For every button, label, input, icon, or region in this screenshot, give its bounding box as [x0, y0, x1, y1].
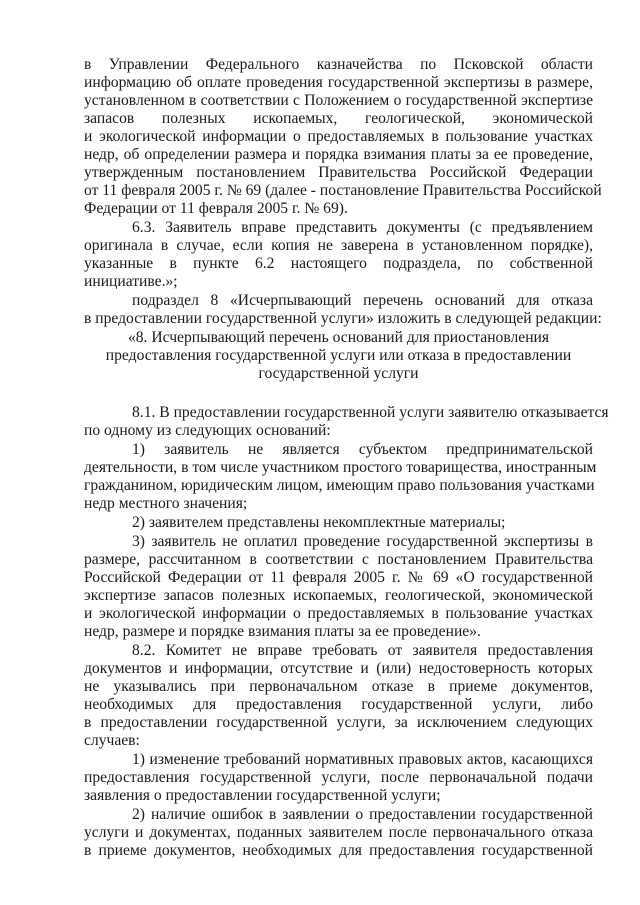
text-line: предоставления государственной услуги, после первоначальной подачи: [84, 769, 593, 786]
heading-line: «8. Исчерпывающий перечень оснований для приостановления: [127, 329, 550, 346]
text-line: утвержденным постановлением Правительства Российской Федерации: [84, 164, 593, 181]
text-line: запасов полезных ископаемых, геологической, экономической: [84, 110, 593, 127]
text-line: в приеме документов, необходимых для предоставления государственной: [84, 842, 593, 859]
text-line: подраздел 8 «Исчерпывающий перечень оснований для отказа: [132, 292, 593, 309]
text-line: 1) заявитель не является субъектом предпринимательской: [132, 441, 593, 458]
text-line: и экологической информации о предоставляемых в пользование участках: [84, 128, 593, 145]
text-line: установленном в соответствии с Положением о государственной экспертизе: [84, 92, 593, 109]
text-line: и экологической информации о предоставляемых в пользование участках: [84, 605, 593, 622]
text-line: 8.2. Комитет не вправе требовать от заявителя предоставления: [132, 642, 593, 659]
text-line: гражданином, юридическим лицом, имеющим право пользования участками: [84, 477, 595, 494]
text-line: в Управлении Федерального казначейства по Псковской области: [84, 56, 593, 73]
text-line: услуги и документах, поданных заявителем после первоначального отказа: [84, 824, 593, 841]
text-line: недр, размере и порядке взимания платы за ее проведение».: [84, 623, 481, 640]
text-line: информацию об оплате проведения государственной экспертизы в размере,: [84, 74, 593, 91]
text-line: по одному из следующих оснований:: [84, 422, 331, 439]
text-line: необходимых для предоставления государственной услуги, либо: [84, 696, 593, 713]
text-line: от 11 февраля 2005 г. № 69 (далее - постановление Правительства Российской: [84, 182, 602, 199]
text-line: 2) наличие ошибок в заявлении о предоставлении государственной: [132, 806, 593, 823]
text-line: экспертизе запасов полезных ископаемых, геологической, экономической: [84, 587, 593, 604]
text-line: 8.1. В предоставлении государственной услуги заявителю отказывается: [132, 404, 609, 421]
text-line: 2) заявителем представлены некомплектные материалы;: [132, 514, 506, 531]
text-line: недр, об определении размера и порядка взимания платы за ее проведение,: [84, 146, 593, 163]
heading-line: государственной услуги: [258, 365, 419, 382]
text-line: заявления о предоставлении государственной услуги;: [84, 787, 441, 804]
text-line: в предоставлении государственной услуги» изложить в следующей редакции:: [84, 310, 602, 327]
text-line: документов и информации, отсутствие и (или) недостоверность которых: [84, 660, 593, 677]
text-line: деятельности, в том числе участником простого товарищества, иностранным: [84, 459, 597, 476]
text-line: размере, рассчитанном в соответствии с постановлением Правительства: [84, 551, 593, 568]
text-line: случаев:: [84, 732, 140, 749]
text-line: инициативе.»;: [84, 273, 178, 290]
text-line: Федерации от 11 февраля 2005 г. № 69).: [84, 200, 348, 217]
text-line: оригинала в случае, если копия не заверена в установленном порядке),: [84, 237, 593, 254]
text-line: указанные в пункте 6.2 настоящего подраздела, по собственной: [84, 255, 593, 272]
text-line: в предоставлении государственной услуги, за исключением следующих: [84, 714, 593, 731]
text-line: 6.3. Заявитель вправе представить документы (с предъявлением: [132, 219, 593, 236]
text-line: недр местного значения;: [84, 495, 248, 512]
text-line: 3) заявитель не оплатил проведение государственной экспертизы в: [132, 533, 593, 550]
text-line: 1) изменение требований нормативных правовых актов, касающихся: [132, 751, 593, 768]
text-line: не указывались при первоначальном отказе в приеме документов,: [84, 678, 593, 695]
text-line: Российской Федерации от 11 февраля 2005 г. № 69 «О государственной: [84, 569, 593, 586]
heading-line: предоставления государственной услуги или отказа в предоставлении: [105, 347, 572, 364]
